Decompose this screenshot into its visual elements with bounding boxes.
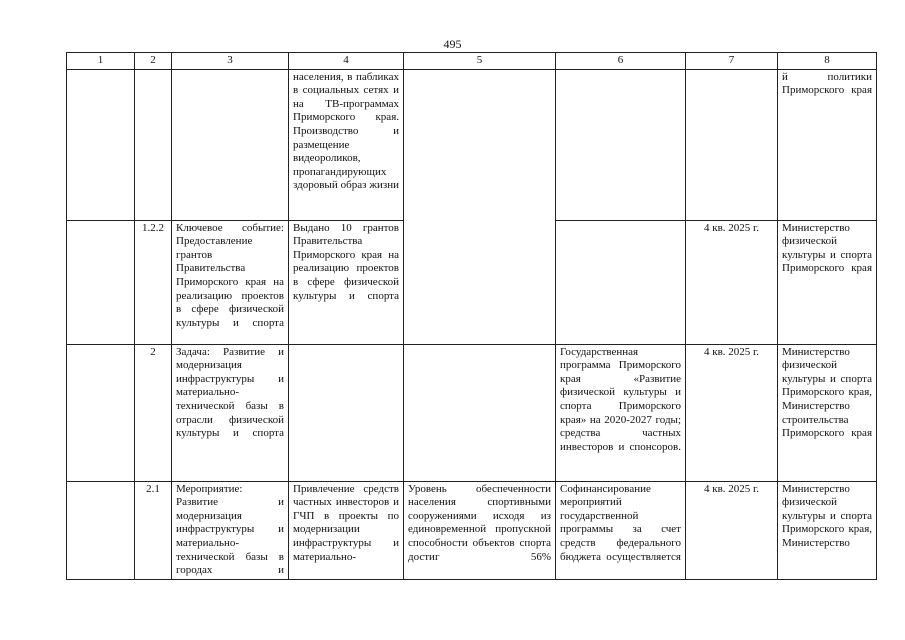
cell-result: Выдано 10 грантов Правительства Приморского края на реализацию проектов в сфере физической культуры и спорта	[289, 220, 404, 344]
cell-responsible: Министерство физической культуры и спорта Приморского края, Министерство	[778, 481, 877, 579]
cell-deadline	[686, 69, 778, 220]
table-row	[67, 69, 877, 220]
cell-financing	[556, 69, 686, 220]
cell-financing: Государственная программа Приморского края «Развитие физической культуры и спорта Приморского края» на 2020-2027 годы; средства частных инвесторов и спонсоров.	[556, 344, 686, 481]
cell-financing: Софинансирование мероприятий государственной программы за счет средств федерального бюджета осуществляется	[556, 481, 686, 579]
cell-number: 1.2.2	[135, 220, 172, 344]
cell-responsible: Министерство физической культуры и спорта Приморского края, Министерство строительства Приморского края	[778, 344, 877, 481]
header-row	[67, 53, 877, 70]
cell-number: 2.1	[135, 481, 172, 579]
cell-col1	[67, 481, 135, 579]
header-cell-7: 7	[686, 53, 778, 70]
cell-result	[289, 344, 404, 481]
cell-event: Задача: Развитие и модернизация инфраструктуры и материально-технической базы в отрасли физической культуры и спорта	[172, 344, 289, 481]
header-cell-6: 6	[556, 53, 686, 70]
cell-indicator: Уровень обеспеченности населения спортивными сооружениями исходя из единовременной пропускной способности объектов спорта достиг 56%	[404, 481, 556, 579]
cell-deadline: 4 кв. 2025 г.	[686, 220, 778, 344]
cell-responsible: й политики Приморского края	[778, 69, 877, 220]
header-cell-1: 1	[67, 53, 135, 70]
cell-result: населения, в пабликах в социальных сетях и на ТВ-программах Приморского края. Производство и размещение видеороликов, пропагандирующих здоровый образ жизни	[289, 69, 404, 220]
table-row	[67, 481, 877, 579]
cell-number: 2	[135, 344, 172, 481]
header-cell-5: 5	[404, 53, 556, 70]
header-cell-3: 3	[172, 53, 289, 70]
cell-result: Привлечение средств частных инвесторов и ГЧП в проекты по модернизации инфраструктуры и материально-	[289, 481, 404, 579]
cell-financing	[556, 220, 686, 344]
cell-indicator	[404, 69, 556, 344]
cell-col1	[67, 344, 135, 481]
header-cell-4: 4	[289, 53, 404, 70]
page-number: 495	[443, 37, 462, 51]
cell-event	[172, 69, 289, 220]
table-row	[67, 344, 877, 481]
cell-number	[135, 69, 172, 220]
header-cell-2: 2	[135, 53, 172, 70]
cell-event: Ключевое событие: Предоставление грантов Правительства Приморского края на реализацию проектов в сфере физической культуры и спорта	[172, 220, 289, 344]
header-cell-8: 8	[778, 53, 877, 70]
document-table	[66, 52, 877, 580]
cell-responsible: Министерство физической культуры и спорта Приморского края	[778, 220, 877, 344]
cell-deadline: 4 кв. 2025 г.	[686, 344, 778, 481]
cell-indicator	[404, 344, 556, 481]
cell-col1	[67, 220, 135, 344]
cell-event: Мероприятие: Развитие и модернизация инфраструктуры и материально-технической базы в городах и	[172, 481, 289, 579]
cell-col1	[67, 69, 135, 220]
cell-deadline: 4 кв. 2025 г.	[686, 481, 778, 579]
